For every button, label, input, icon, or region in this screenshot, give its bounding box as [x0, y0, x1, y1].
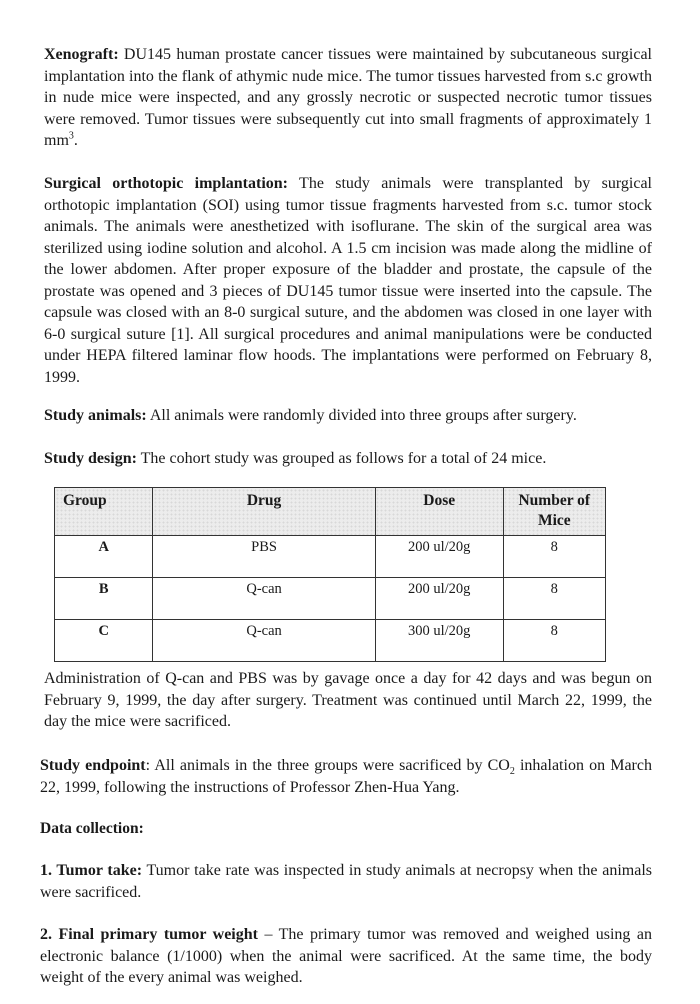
- table-cell-drug: Q-can: [153, 620, 375, 662]
- data-collection-heading: Data collection:: [40, 820, 144, 837]
- table-header-drug: Drug: [153, 488, 375, 536]
- table-cell-group: B: [55, 578, 153, 620]
- table-row: [55, 578, 606, 620]
- table-row: [55, 620, 606, 662]
- study-design-paragraph: [44, 448, 652, 470]
- study-animals-paragraph: [44, 405, 652, 427]
- tumor-weight-paragraph: [40, 924, 652, 989]
- xenograft-superscript: 3: [68, 130, 74, 142]
- surgical-paragraph: [44, 173, 652, 388]
- table-cell-dose: 200 ul/20g: [375, 536, 503, 578]
- table-cell-dose: 300 ul/20g: [375, 620, 503, 662]
- table-header-row: [55, 488, 606, 536]
- table-cell-mice: 8: [503, 536, 605, 578]
- table-header-dose: Dose: [375, 488, 503, 536]
- tumor-take-text: Tumor take rate was inspected in study animals at necropsy when the animals were sacrificed.: [40, 862, 653, 901]
- table-cell-mice: 8: [503, 620, 605, 662]
- study-design-table: [54, 487, 606, 662]
- tumor-weight-label: 2. Final primary tumor weight: [40, 926, 258, 943]
- endpoint-text: : All animals in the three groups were sacrificed by CO: [145, 757, 510, 774]
- tumor-take-label: 1. Tumor take:: [40, 862, 143, 879]
- tumor-take-paragraph: [40, 860, 652, 903]
- table-row: [55, 536, 606, 578]
- administration-paragraph: [44, 668, 652, 733]
- xenograft-paragraph: [44, 44, 652, 152]
- study-animals-label: Study animals:: [44, 407, 147, 424]
- surgical-text: The study animals were transplanted by surgical orthotopic implantation (SOI) using tumor tissue fragments harvested from s.c. tumor stock animals. The animals were anesthetized with isoflurane. The skin of the surgical area was sterilized using iodine solution and alcohol. A 1.5 cm incision was made along the midline of the lower abdomen. After proper exposure of the bladder and prostate, the capsule of the prostate was opened and 3 pieces of DU145 tumor tissue were inserted into the capsule. The capsule was closed with an 8-0 surgical suture, and the abdomen was closed in one layer with 6-0 surgical suture [1]. All surgical procedures and animal manipulations were be conducted under HEPA filtered laminar flow hoods. The implantations were performed on February 8, 1999.: [44, 175, 652, 386]
- table-header-group: Group: [55, 488, 153, 536]
- study-design-label: Study design:: [44, 450, 137, 467]
- tumor-weight-text: – The primary tumor was removed and weighed using an electronic balance (1/1000) when the animal were sacrificed. At the same time, the body weight of the every animal was weighed.: [40, 926, 652, 986]
- endpoint-paragraph: [40, 755, 652, 798]
- endpoint-label: Study endpoint: [40, 757, 146, 774]
- xenograft-text-end: .: [73, 132, 78, 149]
- table-cell-mice: 8: [503, 578, 605, 620]
- administration-text: Administration of Q-can and PBS was by gavage once a day for 42 days and was begun on February 9, 1999, the day after surgery. Treatment was continued until March 22, 1999, the day the mice were sacrificed.: [44, 670, 652, 730]
- study-design-text: The cohort study was grouped as follows for a total of 24 mice.: [136, 450, 547, 467]
- table-cell-group: C: [55, 620, 153, 662]
- xenograft-text: DU145 human prostate cancer tissues were maintained by subcutaneous surgical implantation into the flank of athymic nude mice. The tumor tissues harvested from s.c growth in nude mice were inspected, and any grossly necrotic or suspected necrotic tumor tissues were removed. Tumor tissues were subsequently cut into small fragments of approximately 1 mm: [44, 46, 652, 149]
- table-cell-drug: PBS: [153, 536, 375, 578]
- surgical-label: Surgical orthotopic implantation:: [44, 175, 288, 192]
- table-header-number-of-mice: Number of Mice: [503, 488, 605, 536]
- study-animals-text: All animals were randomly divided into three groups after surgery.: [146, 407, 577, 424]
- endpoint-subscript: 2: [509, 766, 515, 778]
- table-cell-group: A: [55, 536, 153, 578]
- table-cell-drug: Q-can: [153, 578, 375, 620]
- table-cell-dose: 200 ul/20g: [375, 578, 503, 620]
- xenograft-label: Xenograft:: [44, 46, 119, 63]
- endpoint-text-end: inhalation on March 22, 1999, following the instructions of Professor Zhen-Hua Yang.: [40, 757, 652, 796]
